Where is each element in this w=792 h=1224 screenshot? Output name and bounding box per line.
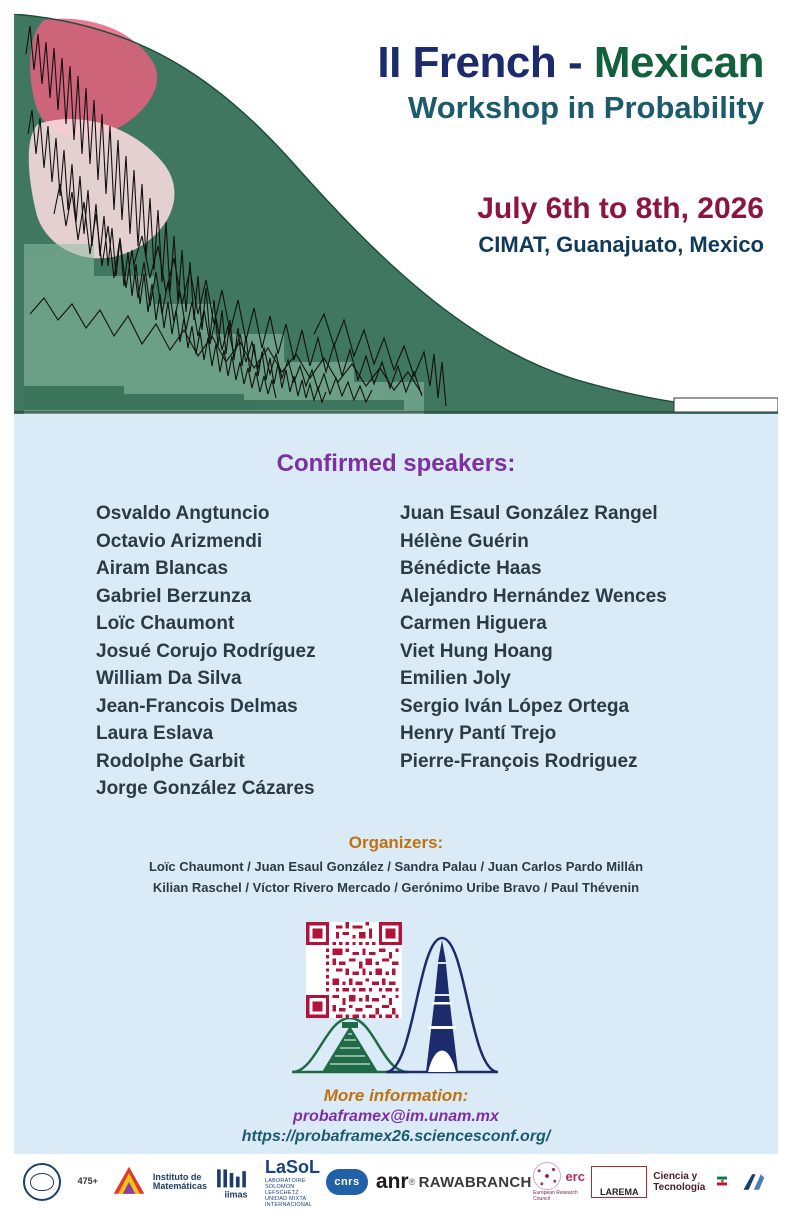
speaker-name: Laura Eslava [96,723,214,745]
contact-email[interactable]: probaframex@im.unam.mx [293,1108,499,1125]
speaker-name: Gabriel Berzunza [96,585,252,607]
speaker-name: Emilien Joly [400,668,511,690]
rawabranch-label: RAWABRANCH [418,1173,532,1191]
speaker-name: Carmen Higuera [400,613,547,635]
anr-logo [374,1158,417,1206]
poster-title [144,40,764,87]
erc-logo [533,1158,585,1206]
speaker-name: Jorge González Cázares [96,778,315,800]
speaker-name: Josué Corujo Rodríguez [96,640,316,662]
speaker-name: Pierre-François Rodriguez [400,750,638,772]
cimat-mark-icon [740,1172,766,1192]
lasol-label: LaSoL [264,1156,320,1177]
event-location: CIMAT, Guanajuato, Mexico [478,232,764,257]
larema-frame-icon [591,1166,647,1198]
anr-label: anr [375,1170,409,1193]
speaker-name: Bénédicte Haas [400,558,542,580]
website-url[interactable]: https://probaframex26.sciencesconf.org/ [241,1128,551,1145]
rawabranch-logo [418,1158,532,1206]
speakers-column-left [14,500,314,803]
ciencia-tecnologia-label: Ciencia y Tecnología [653,1171,706,1193]
erc-dots-icon [533,1162,561,1190]
speaker-name: Airam Blancas [96,558,229,580]
title-block [144,40,764,125]
iimas-icon [213,1164,259,1200]
date-block [144,192,764,258]
speakers-heading: Confirmed speakers: [276,450,516,477]
larema-logo [591,1158,647,1206]
unam-seal-icon [23,1163,61,1201]
erc-sublabel: European Research Council [533,1190,578,1202]
speaker-name: Hélène Guérin [400,530,529,552]
title-part-mexican: Mexican [593,38,764,87]
unam-logo [20,1158,65,1206]
speakers-columns [14,500,778,803]
more-information-block [14,1086,778,1146]
speaker-name: Jean-Francois Delmas [96,695,298,717]
baseline-rect [674,398,778,412]
qr-code[interactable] [306,922,402,1018]
organizers-line-1: Loïc Chaumont / Juan Esaul González / Sandra Palau / Juan Carlos Pardo Millán [148,859,644,875]
cnrs-label: cnrs [326,1169,368,1195]
sponsor-logo-strip [14,1154,778,1210]
speakers-column-right [314,500,778,803]
triangle-logo [111,1158,147,1206]
organizers-line-2: Kilian Raschel / Víctor Rivero Mercado / Gerónimo Uribe Bravo / Paul Thévenin [152,880,640,896]
poster-subtitle: Workshop in Probability [408,89,764,125]
more-information-heading: More information: [323,1086,469,1105]
event-dates: July 6th to 8th, 2026 [477,192,764,225]
speaker-name: Henry Pantí Trejo [400,723,557,745]
speaker-name: Rodolphe Garbit [96,750,245,772]
speaker-name: Octavio Arizmendi [96,530,263,552]
iimas-logo [213,1158,259,1206]
header-graphic-area [14,14,778,414]
anr-registered-icon: ® [408,1177,416,1187]
cnrs-logo [326,1158,368,1206]
title-part-french: II French [377,38,557,87]
larema-label: LAREMA [600,1187,639,1197]
unam-475-logo [71,1158,105,1206]
cimat-logo [733,1158,772,1206]
title-dash: - [567,38,583,87]
speaker-name: Juan Esaul González Rangel [400,503,658,524]
erc-label: erc [565,1168,585,1184]
mexico-eagle-icon [717,1169,728,1195]
lasol-logo [265,1158,320,1206]
organizers-heading: Organizers: [348,833,444,853]
speaker-name: Alejandro Hernández Wences [400,585,667,607]
speaker-name: Sergio Iván López Ortega [400,695,630,717]
speaker-name: Osvaldo Angtuncio [96,503,270,524]
triangle-icon [111,1164,147,1200]
ciencia-tecnologia-logo [653,1158,727,1206]
qr-and-monuments [286,922,506,1082]
speaker-name: Loïc Chaumont [96,613,235,635]
speaker-name: Viet Hung Hoang [400,640,553,662]
speaker-name: William Da Silva [96,668,242,690]
content-panel [14,414,778,1154]
instituto-matematicas-label: Instituto de Matemáticas [152,1171,207,1191]
lasol-sublabel: LABORATOIRE SOLOMON LEFSCHETZ · UNIDAD MIXTA INTERNACIONAL [264,1177,313,1208]
unam-475-label: 475+ [77,1176,98,1187]
instituto-matematicas-logo [153,1158,207,1206]
svg-text:iimas: iimas [224,1189,248,1200]
